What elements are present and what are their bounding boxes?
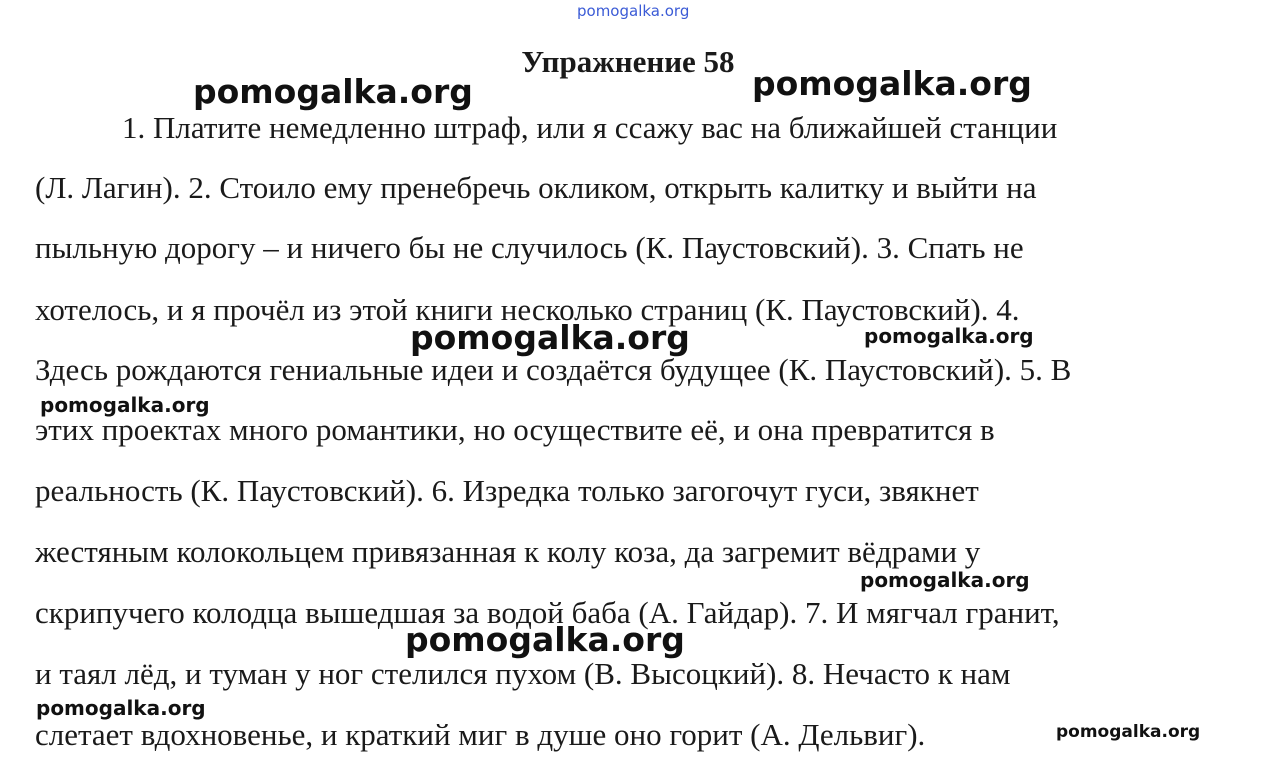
text-line	[35, 230, 1024, 266]
text-line: этих проектах много романтики, но осуществите её, и она превратится в	[35, 412, 995, 447]
text-line: (Л. Лагин). 2. Стоило ему пренебречь окликом, открыть калитку и выйти на	[35, 170, 1037, 205]
text-line: слетает вдохновенье, и краткий миг в душе оно горит (А. Дельвиг).	[35, 717, 926, 752]
text-line: хотелось, и я прочёл из этой книги несколько страниц (К. Паустовский). 4.	[35, 292, 1020, 327]
exercise-title: Упражнение 58	[521, 44, 735, 79]
text-line: и таял лёд, и туман у ног стелился пухом (В. Высоцкий). 8. Нечасто к нам	[35, 656, 1011, 691]
watermark: pomogalka.org	[1056, 722, 1201, 742]
text-line-start: пыльную дорогу – и ничего бы не случилось (К. Паустовский). 3. Спать не	[35, 230, 1024, 265]
watermark: pomogalka.org	[410, 318, 690, 357]
text-line: реальность (К. Паустовский). 6. Изредка только загогочут гуси, звякнет	[35, 473, 979, 508]
text-line: скрипучего колодца вышедшая за водой баба (А. Гайдар). 7. И мягчал гранит,	[35, 595, 1060, 630]
watermark: pomogalka.org	[405, 620, 685, 659]
watermark: pomogalka.org	[577, 2, 690, 20]
text-line: Здесь рождаются гениальные идеи и создаётся будущее (К. Паустовский). 5. В	[35, 352, 1072, 387]
text-line: 1. Платите немедленно штраф, или я ссажу вас на ближайшей станции	[122, 110, 1058, 145]
watermark: pomogalka.org	[193, 72, 473, 111]
watermark: pomogalka.org	[864, 324, 1034, 348]
watermark: pomogalka.org	[36, 696, 206, 720]
watermark: pomogalka.org	[752, 64, 1032, 103]
watermark: pomogalka.org	[40, 393, 210, 417]
watermark: pomogalka.org	[860, 568, 1030, 592]
text-line: жестяным колокольцем привязанная к колу коза, да загремит вёдрами у	[35, 534, 981, 569]
